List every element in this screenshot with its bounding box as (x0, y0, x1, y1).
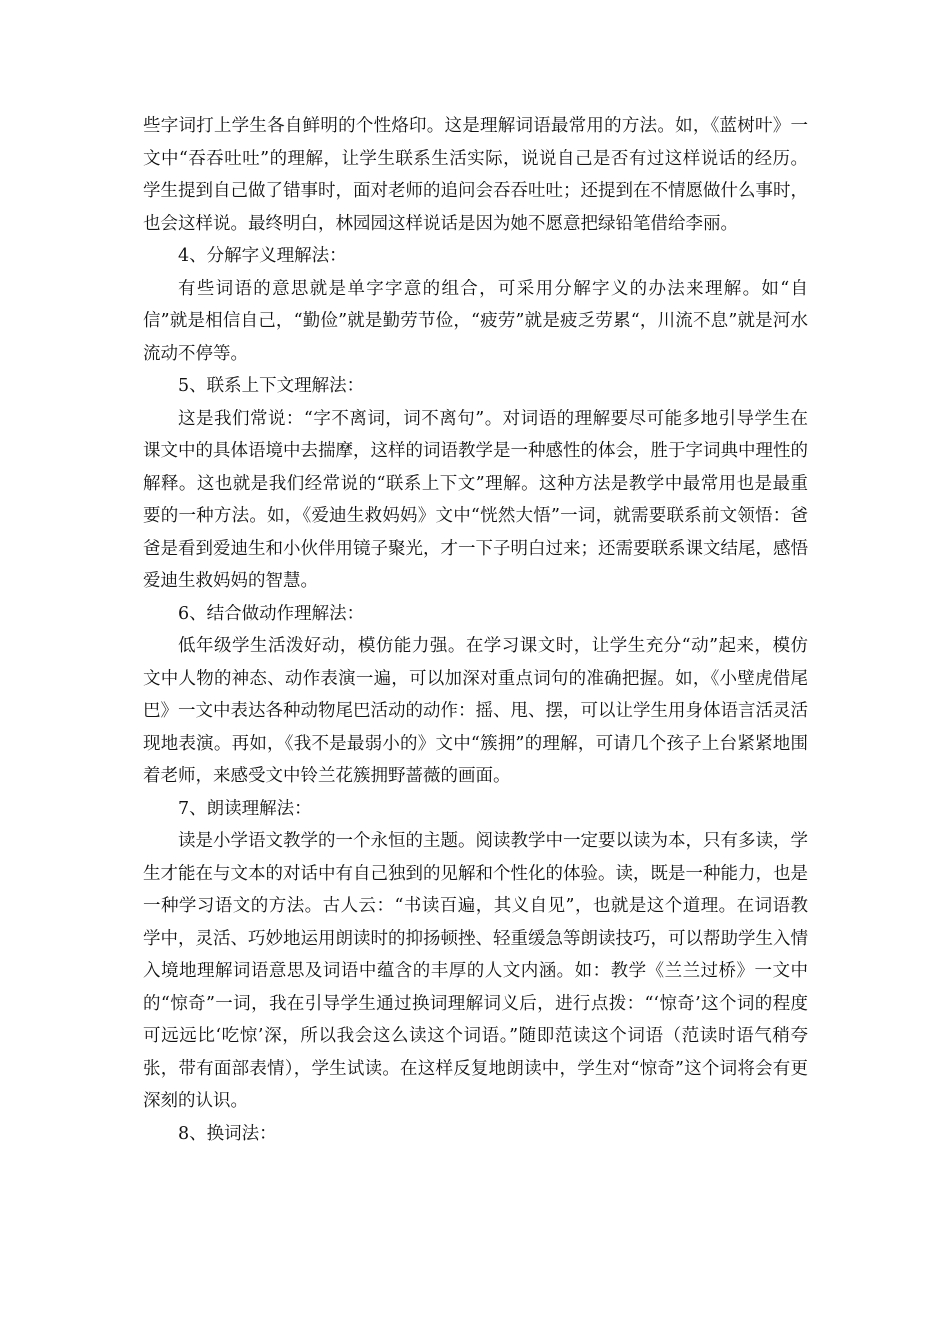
section-heading-6: 6、结合做动作理解法： (178, 603, 365, 624)
paragraph-6: 低年级学生活泼好动，模仿能力强。在学习课文时，让学生充分“动”起来，模仿文中人物的神态、动作表演一遍，可以加深对重点词句的准确把握。如，《小壁虎借尾巴》一文中表达各种动物尾巴活动的动作：摇、甩、摆，可以让学生用身体语言活灵活现地表演。再如，《我不是最弱小的》文中“簇拥”的理解，可请几个孩子上台紧紧地围着老师，来感受文中铃兰花簇拥野蔷薇的画面。 (143, 636, 808, 786)
paragraph-7: 读是小学语文教学的一个永恒的主题。阅读教学中一定要以读为本，只有多读，学生才能在与文本的对话中有自己独到的见解和个性化的体验。读，既是一种能力，也是一种学习语文的方法。古人云：“书读百遍，其义自见”，也就是这个道理。在词语教学中，灵活、巧妙地运用朗读时的抑扬顿挫、轻重缓急等朗读技巧，可以帮助学生入情入境地理解词语意思及词语中蕴含的丰厚的人文内涵。如：教学《兰兰过桥》一文中的“惊奇”一词，我在引导学生通过换词理解词义后，进行点拨：“‘惊奇’这个词的程度可远远比‘吃惊’深，所以我会这么读这个词语。”随即范读这个词语（范读时语气稍夸张，带有面部表情），学生试读。在这样反复地朗读中，学生对“惊奇”这个词将会有更深刻的认识。 (143, 831, 808, 1111)
document-page (143, 110, 808, 1150)
section-heading-4: 4、分解字义理解法： (178, 246, 347, 266)
paragraph-5: 这是我们常说：“字不离词，词不离句”。对词语的理解要尽可能多地引导学生在课文中的具体语境中去揣摩，这样的词语教学是一种感性的体会，胜于字词典中理性的解释。这也就是我们经常说的“联系上下文”理解。这种方法是教学中最常用也是最重要的一种方法。如，《爱迪生救妈妈》文中“恍然大悟”一词，就需要联系前文领悟：爸爸是看到爱迪生和小伙伴用镜子聚光，才一下子明白过来；还需要联系课文结尾，感悟爱迪生救妈妈的智慧。 (143, 408, 808, 591)
section-heading-8: 8、换词法： (178, 1123, 277, 1144)
section-heading-5: 5、联系上下文理解法： (178, 376, 365, 396)
section-heading-7: 7、朗读理解法： (178, 798, 312, 819)
paragraph-4: 有些词语的意思就是单字字意的组合，可采用分解字义的办法来理解。如“自信”就是相信自己，“勤俭”就是勤劳节俭，“疲劳”就是疲乏劳累“，川流不息”就是河水流动不停等。 (143, 278, 808, 364)
paragraph-intro: 些字词打上学生各自鲜明的个性烙印。这是理解词语最常用的方法。如，《蓝树叶》一文中“吞吞吐吐”的理解，让学生联系生活实际，说说自己是否有过这样说话的经历。学生提到自己做了错事时，面对老师的追问会吞吞吐吐；还提到在不情愿做什么事时，也会这样说。最终明白，林园园这样说话是因为她不愿意把绿铅笔借给李丽。 (143, 116, 808, 234)
